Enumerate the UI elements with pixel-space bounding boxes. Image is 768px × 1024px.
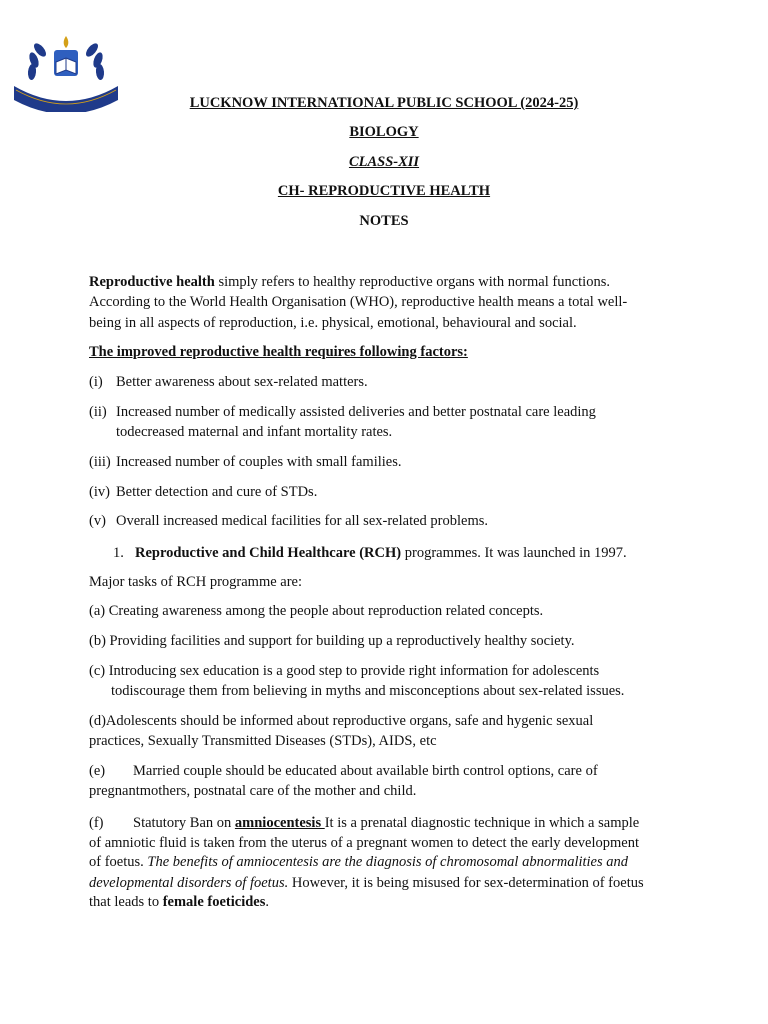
factors-heading: The improved reproductive health requires following factors: xyxy=(89,344,468,360)
task-a: (a) Creating awareness among the people about reproduction related concepts. xyxy=(89,603,544,619)
class-title: CLASS-XII xyxy=(348,154,420,170)
intro-line-3: being in all aspects of reproduction, i.e. physical, emotional, behavioural and social. xyxy=(89,315,577,331)
task-f-line-3: of foetus. The benefits of amniocentesis are the diagnosis of chromosomal abnormalities and xyxy=(89,854,629,870)
factor-item: (iv) Better detection and cure of STDs. xyxy=(89,484,318,500)
task-e: (e) Married couple should be educated about available birth control options, care of xyxy=(89,763,598,779)
amniocentesis-term: amniocentesis xyxy=(234,815,325,831)
female-foeticides-term: female foeticides xyxy=(162,894,266,910)
task-f-line-5: that leads to female foeticides. xyxy=(89,894,269,910)
factor-item: (v) Overall increased medical facilities for all sex-related problems. xyxy=(89,513,489,529)
task-c: (c) Introducing sex education is a good step to provide right information for adolescents xyxy=(89,663,600,679)
factor-item: (iii) Increased number of couples with small families. xyxy=(89,454,402,470)
intro-line-2: According to the World Health Organisation (WHO), reproductive health means a total well- xyxy=(89,294,628,310)
task-e-continued: pregnantmothers, postnatal care of the mother and child. xyxy=(89,783,417,799)
task-b: (b) Providing facilities and support for building up a reproductively healthy society. xyxy=(89,633,575,649)
notes-title: NOTES xyxy=(359,213,409,229)
school-title: LUCKNOW INTERNATIONAL PUBLIC SCHOOL (2024-25) xyxy=(189,95,579,111)
task-d-continued: practices, Sexually Transmitted Diseases (STDs), AIDS, etc xyxy=(89,733,437,749)
subject-title: BIOLOGY xyxy=(349,124,419,140)
factor-item: (ii) Increased number of medically assisted deliveries and better postnatal care leading xyxy=(89,404,596,420)
intro-line-1: Reproductive health simply refers to healthy reproductive organs with normal functions. xyxy=(89,274,610,290)
task-c-continued: todiscourage them from believing in myths and misconceptions about sex-related issues. xyxy=(111,683,625,699)
task-f-line-2: of amniotic fluid is taken from the uterus of a pregnant women to detect the early development xyxy=(89,835,640,851)
rch-item: 1. Reproductive and Child Healthcare (RCH) programmes. It was launched in 1997. xyxy=(113,545,627,561)
tasks-heading: Major tasks of RCH programme are: xyxy=(89,574,303,590)
torch-flame-icon xyxy=(64,36,69,48)
task-d: (d)Adolescents should be informed about reproductive organs, safe and hygenic sexual xyxy=(89,713,594,729)
rch-term: Reproductive and Child Healthcare (RCH) xyxy=(135,545,402,561)
intro-term: Reproductive health xyxy=(89,274,215,290)
factor-item: (i) Better awareness about sex-related matters. xyxy=(89,374,368,390)
factor-item-continued: todecreased maternal and infant mortality rates. xyxy=(116,424,393,440)
chapter-title: CH- REPRODUCTIVE HEALTH xyxy=(277,183,491,199)
task-f: (f) Statutory Ban on amniocentesis It is a prenatal diagnostic technique in which a sample xyxy=(89,815,640,831)
task-f-line-4: developmental disorders of foetus. However, it is being misused for sex-determination of foetus xyxy=(89,875,644,891)
